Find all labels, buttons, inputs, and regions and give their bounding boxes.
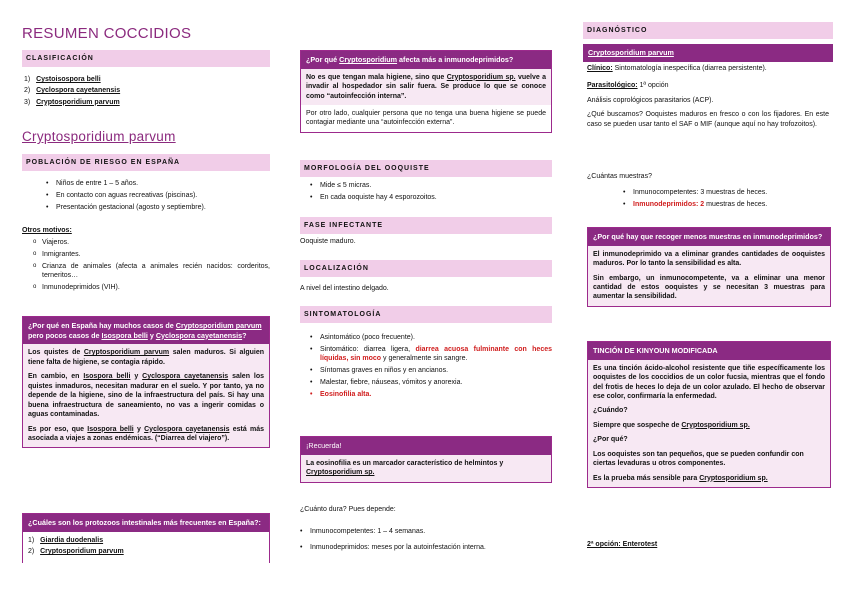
box-body: No es que tengan mala higiene, sino que Cryptosporidium sp. vuelve a invadir al hospedador sin salir fuera. Se produce lo que se conoce como “autoinfección interna”.: [301, 69, 551, 105]
list-item: o Inmunodeprimidos (VIH).: [22, 283, 270, 292]
menos-muestras-box: [587, 227, 831, 307]
list-item: o Inmigrantes.: [22, 250, 270, 259]
paragraph: Los quistes de Cryptosporidium parvum salen maduros. Si alguien tiene falta de higiene, se contagia rápido.: [28, 349, 264, 366]
list-item: • Inmunocompetentes: 3 muestras de heces.: [613, 188, 833, 197]
paragraph: ¿Cuándo?: [593, 407, 628, 415]
list-item: 1) Cystoisospora belli: [24, 76, 101, 83]
poblacion-list: [36, 179, 270, 215]
list-item: • Malestar, fiebre, náuseas, vómitos y anorexia.: [300, 378, 552, 387]
list-item: • Inmunocompetentes: 1 – 4 semanas.: [290, 527, 552, 536]
page-title: RESUMEN COCCIDIOS: [22, 25, 192, 42]
box-heading: ¡Recuerda!: [301, 437, 551, 455]
paragraph: Es por eso, que Isospora belli y Cyclospora cayetanensis está más asociada a viajes a zonas endémicas. (“Diarrea del viajero”).: [28, 425, 265, 442]
box-heading: ¿Cuáles son los protozoos intestinales más frecuentes en España?:: [23, 514, 269, 532]
protozoos-list: [23, 532, 269, 563]
box-heading: TINCIÓN DE KINYOUN MODIFICADA: [588, 342, 830, 360]
duracion-list: [290, 527, 552, 555]
section-header-sintomatologia: SINTOMATOLOGÍA: [300, 306, 552, 323]
clasificacion-list: [24, 75, 264, 109]
inmunodeprimidos-box: [300, 50, 552, 133]
otros-label: Otros motivos:: [22, 227, 72, 234]
box-body: [588, 246, 830, 306]
kinyoun-box: [587, 341, 831, 488]
box-body: [23, 344, 269, 447]
paragraph: Sin embargo, un inmunocompetente, va a eliminar una menor cantidad de estos ooquistes y se necesitan 3 muestras para aumentar la sensibilidad.: [593, 274, 825, 301]
list-item: • Eosinofilia alta.: [300, 390, 552, 399]
section-subtitle: Cryptosporidium parvum: [22, 129, 176, 144]
section-header-poblacion: POBLACIÓN DE RIESGO EN ESPAÑA: [22, 154, 270, 171]
list-item: o Crianza de animales (afecta a animales recién nacidos: corderitos, terneritos…: [22, 262, 270, 281]
list-item: • En cada ooquiste hay 4 esporozoitos.: [300, 193, 552, 202]
paragraph: Parasitológico: 1ª opción: [587, 82, 669, 90]
list-item: o Viajeros.: [22, 238, 270, 247]
box-heading: ¿Por qué Cryptosporidium afecta más a inmunodeprimidos?: [301, 51, 551, 69]
cuantas-question: ¿Cuántas muestras?: [587, 173, 652, 180]
section-header-localizacion: LOCALIZACIÓN: [300, 260, 552, 277]
list-item: 3) Cryptosporidium parvum: [24, 98, 120, 106]
localizacion-text: A nivel del intestino delgado.: [300, 285, 389, 292]
section-header-fase: FASE INFECTANTE: [300, 217, 552, 234]
espana-info-box: [22, 316, 270, 448]
section-header-clasificacion: CLASIFICACIÓN: [22, 50, 270, 67]
list-item: • Inmunodeprimidos: meses por la autoinfestación interna.: [290, 543, 552, 552]
diagnostico-subheader: Cryptosporidium parvum: [583, 44, 833, 62]
list-item: • Niños de entre 1 – 5 años.: [36, 179, 270, 188]
list-item: 1) Giardia duodenalis: [28, 536, 104, 544]
fase-text: Ooquiste maduro.: [300, 238, 356, 245]
paragraph: Siempre que sospeche de Cryptosporidium sp.: [593, 421, 750, 429]
list-item: • Presentación gestacional (agosto y septiembre).: [36, 203, 270, 212]
box-heading: ¿Por qué hay que recoger menos muestras en inmunodeprimidos?: [588, 228, 830, 246]
section-header-diagnostico: DIAGNÓSTICO: [583, 22, 833, 39]
list-item: • Síntomas graves en niños y en ancianos.: [300, 366, 552, 375]
list-item: 2) Cryptosporidium parvum: [28, 548, 124, 556]
paragraph: Por otro lado, cualquier persona que no tenga una buena higiene se puede contagiar mediante una “autoinfección externa”.: [306, 110, 546, 127]
paragraph: Es la prueba más sensible para Cryptosporidium sp.: [593, 474, 768, 482]
duracion-question: ¿Cuánto dura? Pues depende:: [300, 506, 396, 513]
paragraph: Análisis coprológicos parasitarios (ACP).: [587, 96, 714, 104]
opcion2-text: 2ª opción: Enterotest: [587, 541, 658, 548]
protozoos-box: [22, 513, 270, 563]
diagnostico-body: [587, 64, 829, 134]
paragraph: En cambio, en Isospora belli y Cyclospora cayetanensis salen los quistes inmaduros, necesitan madurar en el suelo. Y por tanto, ya no depende de la higiene, sino de la infraestructura del país. Si hay una buena infraestructura de saneamiento, no vas a ingerir comidas o aguas contaminadas.: [28, 373, 264, 419]
morfologia-list: [300, 181, 552, 205]
paragraph: Los ooquistes son tan pequeños, que se pueden confundir con ciertas levaduras u otros componentes.: [593, 450, 804, 468]
paragraph: Clínico: Sintomatología inespecífica (diarrea persistente).: [587, 65, 767, 72]
box-body: [588, 360, 830, 487]
list-item: • Sintomático: diarrea ligera, diarrea acuosa fulminante con heces líquidas, sin moco y generalmente sin sangre.: [300, 345, 552, 364]
paragraph: El inmunodeprimido va a eliminar grandes cantidades de ooquistes maduros. Por lo tanto la sensibilidad es alta.: [593, 250, 825, 268]
paragraph: Es una tinción ácido-alcohol resistente que tiñe específicamente los ooquistes de los coccidios de un color fucsia, mientras que el fondo del frotis de heces lo deja de un color azulado. El hecho de observar ese color, confirmaría la enfermedad.: [593, 364, 825, 401]
paragraph: ¿Qué buscamos? Ooquistes maduros en fresco o con los fijadores. En este caso se pueden usar tanto el SAF o MIF (aunque aquí no hay trofozoitos).: [587, 111, 829, 128]
cuantas-list: [613, 188, 833, 212]
recuerda-box: [300, 436, 552, 483]
sintomas-list: [300, 333, 552, 402]
box-body: La eosinofilia es un marcador característico de helmintos y Cryptosporidium sp.: [301, 455, 551, 482]
otros-list: [22, 238, 270, 295]
paragraph: ¿Por qué?: [593, 436, 628, 444]
box-heading: ¿Por qué en España hay muchos casos de Cryptosporidium parvum pero pocos casos de Isospora belli y Cyclospora cayetanensis?: [23, 317, 269, 344]
list-item: 2) Cyclospora cayetanensis: [24, 87, 121, 95]
list-item: • Mide ≤ 5 micras.: [300, 181, 552, 190]
list-item: • Asintomático (poco frecuente).: [300, 333, 552, 342]
list-item: • En contacto con aguas recreativas (piscinas).: [36, 191, 270, 200]
list-item: • Inmunodeprimidos: 2 muestras de heces.: [613, 200, 833, 209]
section-header-morfologia: MORFOLOGÍA DEL OOQUISTE: [300, 160, 552, 177]
